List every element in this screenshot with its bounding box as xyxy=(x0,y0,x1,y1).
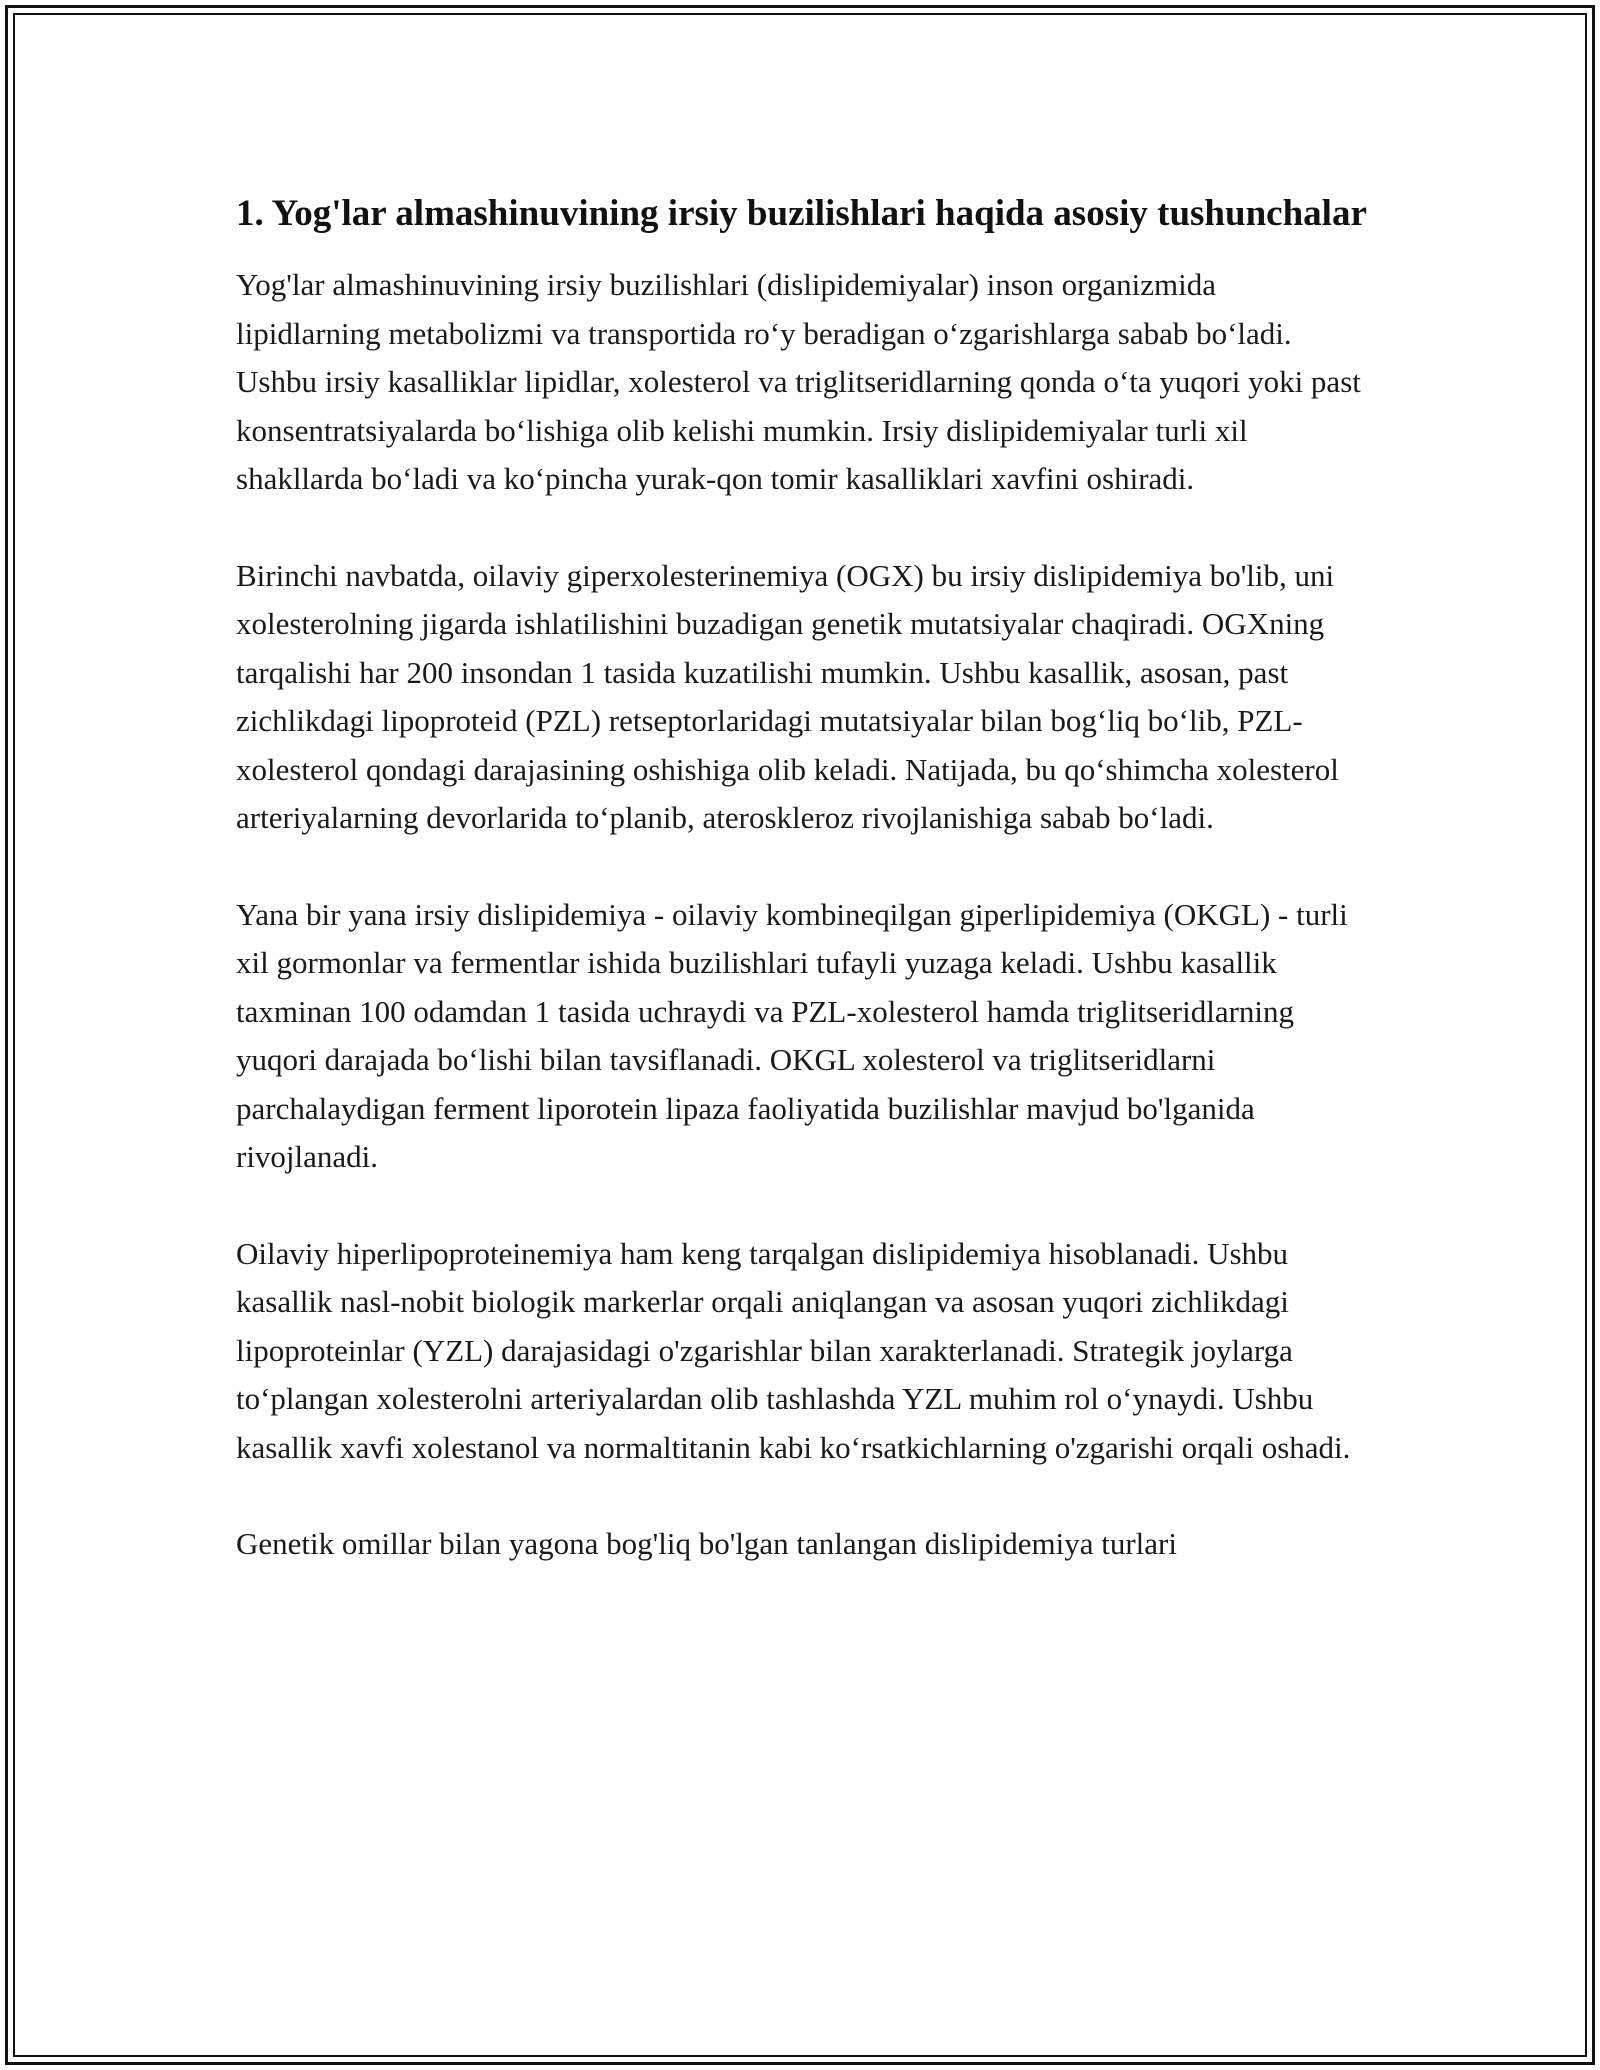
paragraph-hyperlipoproteinemia: Oilaviy hiperlipoproteinemiya ham keng tarqalgan dislipidemiya hisoblanadi. Ushbu kasallik nasl-nobit biologik markerlar orqali aniqlangan va asosan yuqori zichlikdagi lipoproteinlar (YZL) darajasidagi o'zgarishlar bilan xarakterlanadi. Strategik joylarga to‘plangan xolesterolni arteriyalardan olib tashlashda YZL muhim rol o‘ynaydi. Ushbu kasallik xavfi xolestanol va normaltitanin kabi ko‘rsatkichlarning o'zgarishi orqali oshadi. xyxy=(236,1235,1351,1465)
paragraph-intro: Yog'lar almashinuvining irsiy buzilishlari (dislipidemiyalar) inson organizmida lipidlarning metabolizmi va transportida ro‘y beradigan o‘zgarishlarga sabab bo‘ladi. Ushbu irsiy kasalliklar lipidlar, xolesterol va triglitseridlarning qonda o‘ta yuqori yoki past konsentratsiyalarda bo‘lishiga olib kelishi mumkin. Irsiy dislipidemiyalar turli xil shakllarda bo‘ladi va ko‘pincha yurak-qon tomir kasalliklari xavfini oshiradi. xyxy=(236,267,1361,496)
paragraph-okgl: Yana bir yana irsiy dislipidemiya - oilaviy kombineqilgan giperlipidemiya (OKGL) - turli xil gormonlar va fermentlar ishida buzilishlari tufayli yuzaga keladi. Ushbu kasallik taxminan 100 odamdan 1 tasida uchraydi va PZL-xolesterol hamda triglitseridlarning yuqori darajada bo‘lishi bilan tavsiflanadi. OKGL xolesterol va triglitseridlarni parchalaydigan ferment liporotein lipaza faoliyatida buzilishlar mavjud bo'lganida rivojlanadi. xyxy=(236,896,1348,1174)
paragraph-ogx: Birinchi navbatda, oilaviy giperxolesterinemiya (OGX) bu irsiy dislipidemiya bo'lib, uni xolesterolning jigarda ishlatilishini buzadigan genetik mutatsiyalar chaqiradi. OGXning tarqalishi har 200 insondan 1 tasida kuzatilishi mumkin. Ushbu kasallik, asosan, past zichlikdagi lipoproteid (PZL) retseptorlaridagi mutatsiyalar bilan bog‘liq bo‘lib, PZL-xolesterol qondagi darajasining oshishiga olib keladi. Natijada, bu qo‘shimcha xolesterol arteriyalarning devorlarida to‘planib, ateroskleroz rivojlanishiga sabab bo‘ladi. xyxy=(236,557,1339,835)
paragraph-genetic-factors: Genetik omillar bilan yagona bog'liq bo'lgan tanlangan dislipidemiya turlari xyxy=(236,1526,1177,1561)
document-body xyxy=(236,186,1368,1569)
section-heading: 1. Yog'lar almashinuvining irsiy buzilishlari haqida asosiy tushunchalar xyxy=(236,193,1367,234)
